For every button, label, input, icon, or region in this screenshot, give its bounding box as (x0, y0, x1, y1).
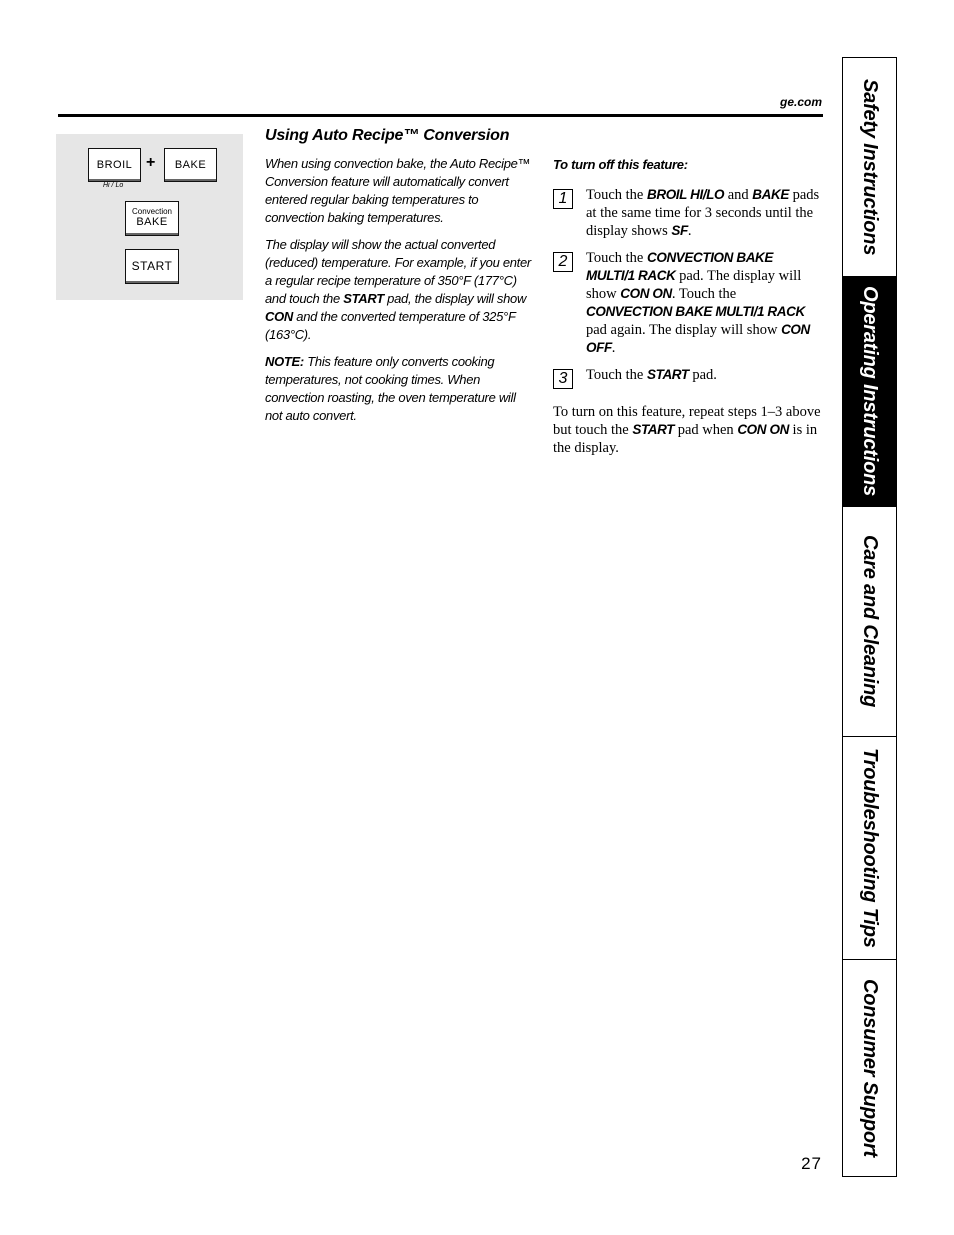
intro-paragraph: When using convection bake, the Auto Recipe™ Conversion feature will automatically convert entered regular baking temperatures to convection baking temperatures. (265, 156, 531, 225)
display-paragraph: The display will show the actual converted (reduced) temperature. For example, if you enter a regular recipe temperature of 350°F (177°C) and touch the START pad, the display will show CON and the converted temperature of 325°F (163°C). (265, 237, 531, 342)
broil-pad-label: BROIL (96, 159, 133, 171)
start-pad-label: START (131, 259, 173, 273)
tab-safety-instructions[interactable] (843, 58, 896, 277)
header-rule (58, 114, 823, 117)
step-1 (553, 186, 821, 240)
tab-consumer-support[interactable] (843, 960, 896, 1176)
tab-operating-instructions[interactable] (843, 277, 896, 507)
tab-troubleshooting-tips[interactable] (843, 737, 896, 960)
bake-pad-label: BAKE (174, 159, 207, 171)
step-number-2: 2 (553, 252, 573, 272)
site-url: ge.com (779, 95, 822, 109)
tab-label: Troubleshooting Tips (859, 748, 881, 948)
step-number-1: 1 (553, 189, 573, 209)
tab-label: Consumer Support (859, 979, 881, 1157)
section-title: Using Auto Recipe™ Conversion (265, 127, 510, 144)
steps-heading: To turn off this feature: (553, 157, 688, 172)
broil-pad (88, 148, 141, 182)
tab-label: Safety Instructions (859, 78, 881, 256)
step-3 (553, 366, 821, 389)
page-number: 27 (801, 1154, 822, 1173)
control-panel-illustration (56, 134, 243, 300)
convection-pad-small-label: Convection (131, 207, 173, 216)
broil-pad-sublabel: Hi / Lo (103, 182, 124, 189)
step-number-3: 3 (553, 369, 573, 389)
convection-pad-label: BAKE (136, 216, 168, 228)
convection-bake-pad (125, 201, 179, 236)
start-pad (125, 249, 179, 284)
step-2-text: Touch the CONVECTION BAKE MULTI/1 RACK pad. The display will show CON ON. Touch the CONVECTION BAKE MULTI/1 RACK pad again. The display will show CON OFF. (586, 250, 810, 356)
section-tabs (842, 57, 897, 1177)
bake-pad (164, 148, 217, 182)
tab-care-and-cleaning[interactable] (843, 507, 896, 737)
step-1-text: Touch the BROIL HI/LO and BAKE pads at the same time for 3 seconds until the display shows SF. (586, 187, 820, 239)
tab-label: Operating Instructions (859, 286, 881, 497)
note-label: NOTE: (265, 354, 304, 369)
step-3-text: Touch the START pad. (586, 367, 717, 383)
step-2 (553, 249, 821, 357)
auto-recipe-section (265, 127, 535, 434)
tab-label: Care and Cleaning (859, 535, 881, 708)
note-paragraph: NOTE: This feature only converts cooking temperatures, not cooking times. When convection roasting, the oven temperature will not auto convert. (265, 354, 516, 423)
plus-sign: + (146, 154, 156, 171)
turn-off-steps (553, 156, 821, 457)
turn-on-paragraph: To turn on this feature, repeat steps 1–3 above but touch the START pad when CON ON is in the display. (553, 404, 821, 456)
